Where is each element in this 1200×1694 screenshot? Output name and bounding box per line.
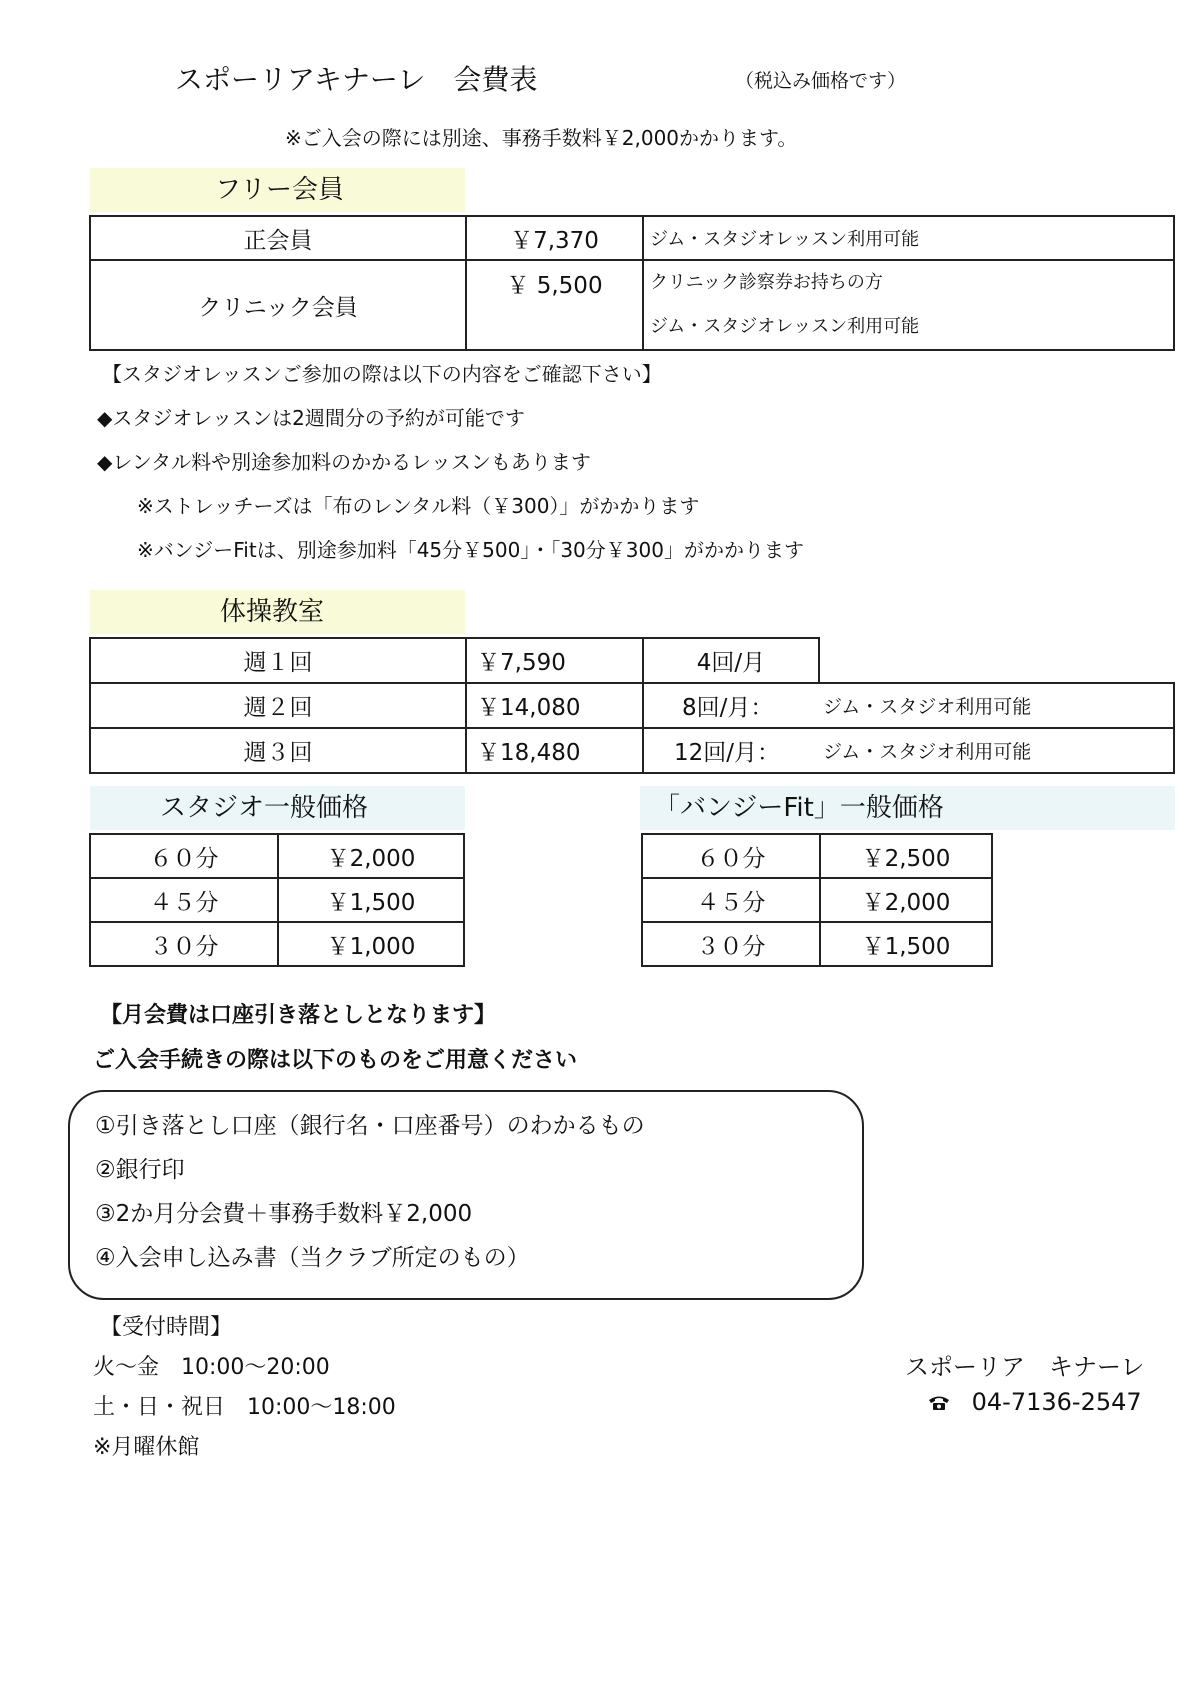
required-item: ①引き落とし口座（銀行名・口座番号）のわかるもの — [95, 1113, 645, 1139]
class-frequency: 週３回 — [90, 728, 466, 773]
gym-class-table — [89, 637, 1175, 774]
phone-line — [928, 1388, 1142, 1416]
table-row — [90, 878, 464, 922]
phone-icon — [928, 1389, 950, 1405]
table-row — [642, 922, 992, 966]
member-desc: クリニック診察券お持ちの方 ジム・スタジオレッスン利用可能 — [643, 260, 1174, 350]
table-row — [90, 683, 1174, 728]
price: ￥1,500 — [820, 922, 992, 966]
bungee-general-table — [641, 833, 993, 967]
table-row — [90, 922, 464, 966]
required-item: ④入会申し込み書（当クラブ所定のもの） — [95, 1245, 530, 1271]
studio-bullet: ◆レンタル料や別途参加料のかかるレッスンもあります — [97, 450, 591, 474]
hours-weekend: 土・日・祝日 10:00～18:00 — [93, 1395, 396, 1420]
studio-bullet: ◆スタジオレッスンは2週間分の予約が可能です — [97, 406, 525, 430]
duration: ６０分 — [90, 834, 278, 878]
class-frequency: 週１回 — [90, 638, 466, 683]
class-price: ￥7,590 — [466, 638, 643, 683]
required-item: ②銀行印 — [95, 1157, 185, 1183]
duration: ６０分 — [642, 834, 820, 878]
class-count: 4回/月 — [643, 638, 819, 683]
duration: ３０分 — [642, 922, 820, 966]
price: ￥2,500 — [820, 834, 992, 878]
bungee-general-heading-band — [640, 786, 1175, 830]
member-type: 正会員 — [90, 216, 466, 260]
hours-weekday: 火～金 10:00～20:00 — [93, 1355, 330, 1380]
gym-class-heading-band — [90, 590, 465, 634]
duration: ３０分 — [90, 922, 278, 966]
duration: ４５分 — [642, 878, 820, 922]
page-title: スポーリアキナーレ 会費表 — [175, 63, 538, 96]
studio-general-heading: スタジオ一般価格 — [160, 793, 369, 823]
studio-general-heading-band — [90, 786, 465, 830]
table-row — [90, 260, 1174, 350]
member-type: クリニック会員 — [90, 260, 466, 350]
class-price: ￥18,480 — [466, 728, 643, 773]
studio-notes-heading: 【スタジオレッスンご参加の際は以下の内容をご確認下さい】 — [102, 362, 662, 386]
price: ￥2,000 — [820, 878, 992, 922]
class-count: 8回/月： — [643, 683, 819, 728]
studio-sub-note: ※バンジーFitは、別途参加料「45分￥500」・「30分￥300」がかかります — [137, 538, 804, 562]
price: ￥1,500 — [278, 878, 464, 922]
gym-class-heading: 体操教室 — [220, 597, 325, 627]
tax-note: （税込み価格です） — [735, 70, 907, 92]
price: ￥1,000 — [278, 922, 464, 966]
required-item: ③2か月分会費＋事務手数料￥2,000 — [95, 1201, 473, 1227]
free-member-table — [89, 215, 1175, 351]
class-price: ￥14,080 — [466, 683, 643, 728]
hours-heading: 【受付時間】 — [100, 1315, 233, 1340]
bungee-general-heading: 「バンジーFit」一般価格 — [654, 793, 944, 823]
duration: ４５分 — [90, 878, 278, 922]
table-row — [90, 638, 1174, 683]
free-member-heading-band — [90, 168, 465, 212]
club-name: スポーリア キナーレ — [905, 1353, 1145, 1381]
closed-day-note: ※月曜休館 — [93, 1435, 200, 1460]
table-row — [90, 728, 1174, 773]
table-row — [90, 834, 464, 878]
table-row — [642, 878, 992, 922]
class-note — [819, 638, 1174, 683]
table-row — [90, 216, 1174, 260]
price: ￥2,000 — [278, 834, 464, 878]
member-desc: ジム・スタジオレッスン利用可能 — [643, 216, 1174, 260]
prepare-note: ご入会手続きの際は以下のものをご用意ください — [93, 1048, 578, 1073]
class-note: ジム・スタジオ利用可能 — [819, 683, 1174, 728]
free-member-heading: フリー会員 — [215, 175, 344, 205]
studio-sub-note: ※ストレッチーズは「布のレンタル料（￥300）」がかかります — [137, 494, 700, 518]
member-price: ￥7,370 — [466, 216, 643, 260]
member-price: ￥ 5,500 — [466, 260, 643, 350]
studio-general-table — [89, 833, 465, 967]
admission-fee-note: ※ご入会の際には別途、事務手数料￥2,000かかります。 — [285, 126, 798, 150]
class-note: ジム・スタジオ利用可能 — [819, 728, 1174, 773]
debit-note: 【月会費は口座引き落としとなります】 — [100, 1003, 497, 1028]
phone-number[interactable]: 04-7136-2547 — [971, 1388, 1142, 1416]
class-frequency: 週２回 — [90, 683, 466, 728]
class-count: 12回/月： — [643, 728, 819, 773]
table-row — [642, 834, 992, 878]
